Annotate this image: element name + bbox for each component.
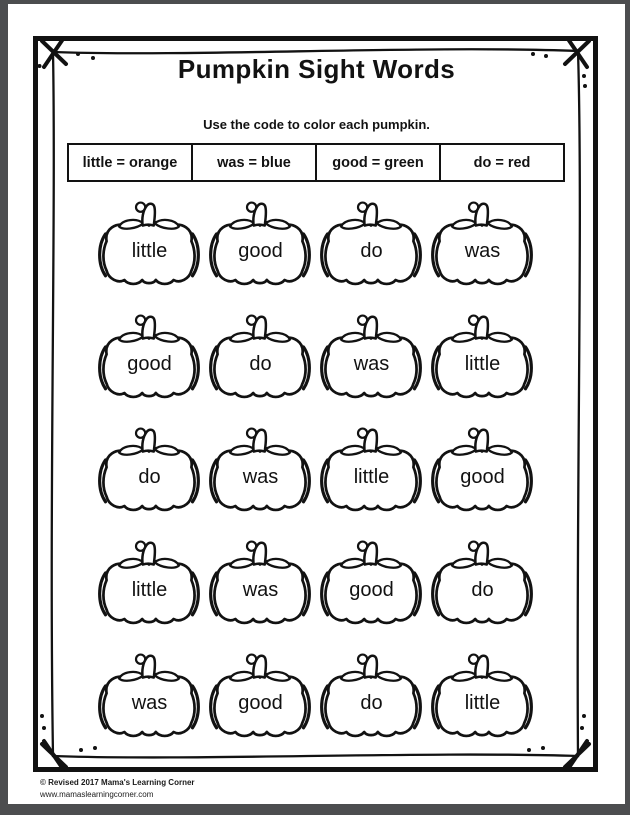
pumpkin-word: little (464, 692, 501, 714)
color-code-table (67, 143, 565, 182)
pumpkin-word: little (131, 579, 168, 601)
pumpkin-word: little (464, 353, 501, 375)
pumpkin-word: was (464, 240, 501, 262)
pumpkin-word: do (360, 692, 383, 714)
website-text: www.mamaslearningcorner.com (40, 790, 154, 800)
pumpkin-word: good (238, 692, 283, 714)
instructions-text: Use the code to color each pumpkin. (203, 117, 430, 132)
copyright-text: © Revised 2017 Mama's Learning Corner (40, 778, 195, 787)
pumpkin-cell (427, 310, 538, 423)
pumpkin-cell (205, 197, 316, 310)
pumpkin-word: good (238, 240, 283, 262)
pumpkin-cell (427, 197, 538, 310)
pumpkin-cell (427, 649, 538, 762)
pumpkin-cell (94, 197, 205, 310)
pumpkin-cell (316, 197, 427, 310)
pumpkin-grid (94, 197, 538, 762)
pumpkin-word: do (360, 240, 383, 262)
footer (40, 777, 195, 802)
pumpkin-cell (205, 423, 316, 536)
pumpkin-word: little (131, 240, 168, 262)
pumpkin-word: was (242, 466, 279, 488)
code-cell-do: do = red (440, 144, 564, 181)
worksheet-page (8, 4, 625, 804)
color-code-row (68, 144, 564, 181)
pumpkin-cell (94, 310, 205, 423)
pumpkin-cell (94, 649, 205, 762)
pumpkin-word: do (471, 579, 494, 601)
pumpkin-cell (427, 536, 538, 649)
pumpkin-word: do (249, 353, 272, 375)
code-cell-good: good = green (316, 144, 440, 181)
code-cell-was: was = blue (192, 144, 316, 181)
pumpkin-cell (427, 423, 538, 536)
pumpkin-word: little (353, 466, 390, 488)
pumpkin-cell (94, 536, 205, 649)
pumpkin-word: good (460, 466, 505, 488)
pumpkin-word: good (127, 353, 172, 375)
pumpkin-cell (316, 649, 427, 762)
pumpkin-word: was (353, 353, 390, 375)
pumpkin-cell (94, 423, 205, 536)
pumpkin-cell (205, 310, 316, 423)
code-cell-little: little = orange (68, 144, 192, 181)
pumpkin-word: good (349, 579, 394, 601)
pumpkin-word: was (242, 579, 279, 601)
pumpkin-word: do (138, 466, 161, 488)
pumpkin-cell (316, 310, 427, 423)
pumpkin-word: was (131, 692, 168, 714)
pumpkin-cell (316, 423, 427, 536)
pumpkin-cell (316, 536, 427, 649)
page-title: Pumpkin Sight Words (177, 54, 456, 84)
pumpkin-cell (205, 649, 316, 762)
pumpkin-cell (205, 536, 316, 649)
